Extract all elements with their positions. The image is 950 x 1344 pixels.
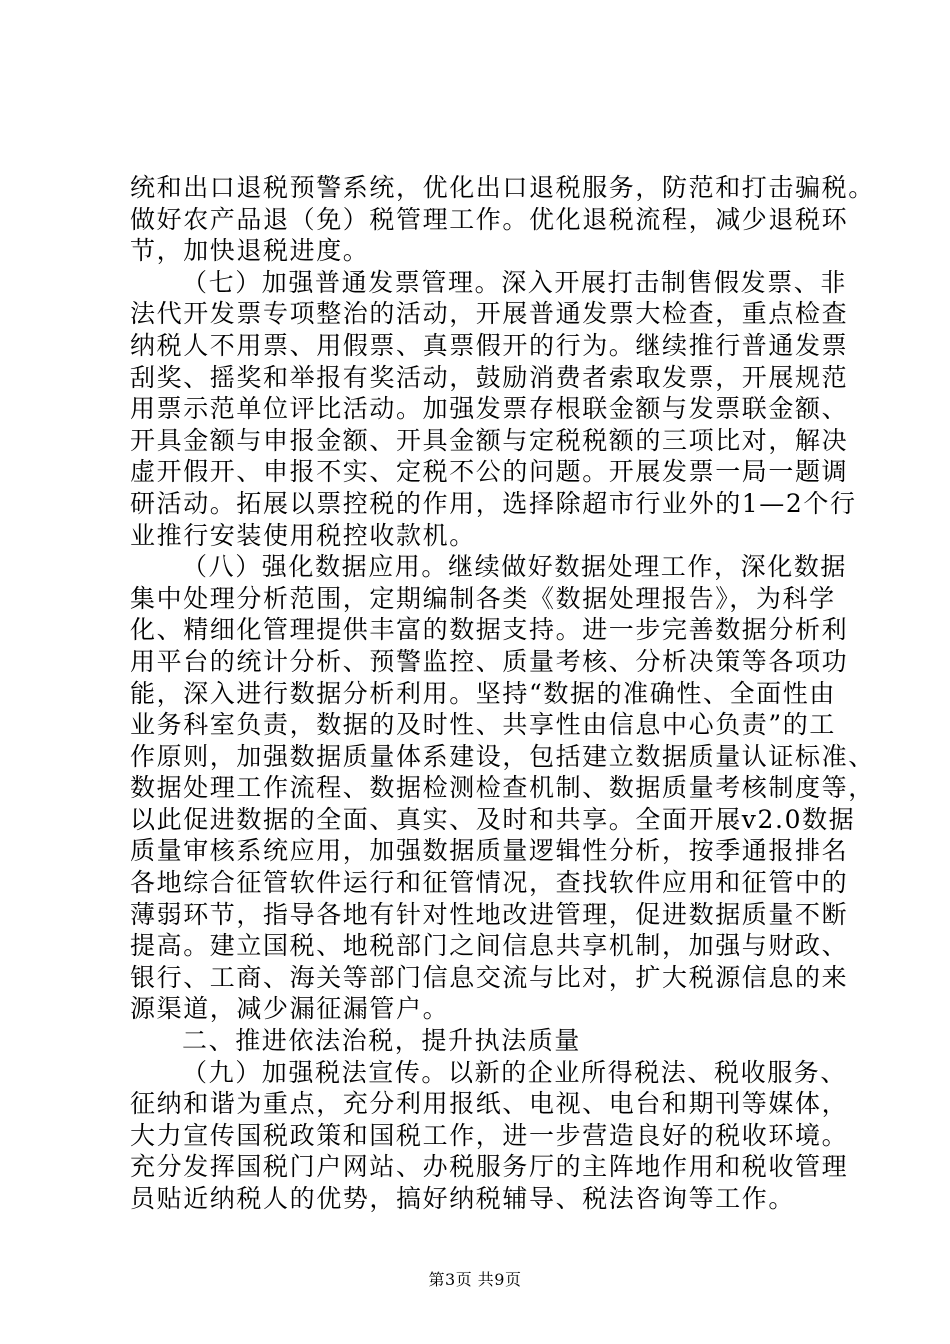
text-line: 开具金额与申报金额、开具金额与定税税额的三项比对，解决: [130, 425, 849, 455]
text-line: 薄弱环节，指导各地有针对性地改进管理，促进数据质量不断: [130, 899, 849, 929]
text-line: （七）加强普通发票管理。深入开展打击制售假发票、非: [182, 267, 848, 297]
text-line: 业推行安装使用税控收款机。: [130, 520, 476, 550]
text-line: 用平台的统计分析、预警监控、质量考核、分析决策等各项功: [130, 646, 849, 676]
text-line: 各地综合征管软件运行和征管情况，查找软件应用和征管中的: [130, 868, 849, 898]
text-line: 能，深入进行数据分析利用。坚持“数据的准确性、全面性由: [130, 678, 836, 708]
text-line: 二、推进依法治税，提升执法质量: [182, 1026, 582, 1056]
text-line: 节，加快退税进度。: [130, 236, 370, 266]
text-line: 研活动。拓展以票控税的作用，选择除超市行业外的1—2个行: [130, 488, 857, 518]
text-line: 质量审核系统应用，加强数据质量逻辑性分析，按季通报排名: [130, 836, 849, 866]
text-line: 以此促进数据的全面、真实、及时和共享。全面开展v2.0数据: [130, 804, 856, 834]
text-line: 作原则，加强数据质量体系建设，包括建立数据质量认证标准、: [130, 741, 875, 771]
text-line: 充分发挥国税门户网站、办税服务厅的主阵地作用和税收管理: [130, 1152, 849, 1182]
text-line: 统和出口退税预警系统，优化出口退税服务，防范和打击骗税。: [130, 173, 875, 202]
text-line: 刮奖、摇奖和举报有奖活动，鼓励消费者索取发票，开展规范: [130, 362, 849, 392]
text-line: 业务科室负责，数据的及时性、共享性由信息中心负责”的工: [130, 710, 836, 740]
text-line: 化、精细化管理提供丰富的数据支持。进一步完善数据分析利: [130, 615, 849, 645]
text-line: 法代开发票专项整治的活动，开展普通发票大检查，重点检查: [130, 299, 849, 329]
text-line: 虚开假开、申报不实、定税不公的问题。开展发票一局一题调: [130, 457, 849, 487]
text-line: 纳税人不用票、用假票、真票假开的行为。继续推行普通发票: [130, 330, 849, 360]
text-line: 提高。建立国税、地税部门之间信息共享机制，加强与财政、: [130, 931, 849, 961]
body-text: [130, 172, 875, 1215]
text-line: 员贴近纳税人的优势，搞好纳税辅导、税法咨询等工作。: [130, 1184, 796, 1213]
text-line: （八）强化数据应用。继续做好数据处理工作，深化数据: [182, 552, 848, 582]
text-line: 源渠道，减少漏征漏管户。: [130, 994, 450, 1024]
text-line: 集中处理分析范围，定期编制各类《数据处理报告》，为科学: [130, 583, 836, 613]
text-line: 征纳和谐为重点，充分利用报纸、电视、电台和期刊等媒体，: [130, 1089, 849, 1119]
text-line: 做好农产品退（免）税管理工作。优化退税流程，减少退税环: [130, 204, 849, 234]
text-line: （九）加强税法宣传。以新的企业所得税法、税收服务、: [182, 1057, 848, 1087]
text-line: 大力宣传国税政策和国税工作，进一步营造良好的税收环境。: [130, 1120, 849, 1150]
text-line: 数据处理工作流程、数据检测检查机制、数据质量考核制度等，: [130, 773, 875, 803]
text-line: 银行、工商、海关等部门信息交流与比对，扩大税源信息的来: [130, 962, 849, 992]
page-footer: 第3页 共9页: [428, 1270, 522, 1289]
text-line: 用票示范单位评比活动。加强发票存根联金额与发票联金额、: [130, 394, 849, 424]
